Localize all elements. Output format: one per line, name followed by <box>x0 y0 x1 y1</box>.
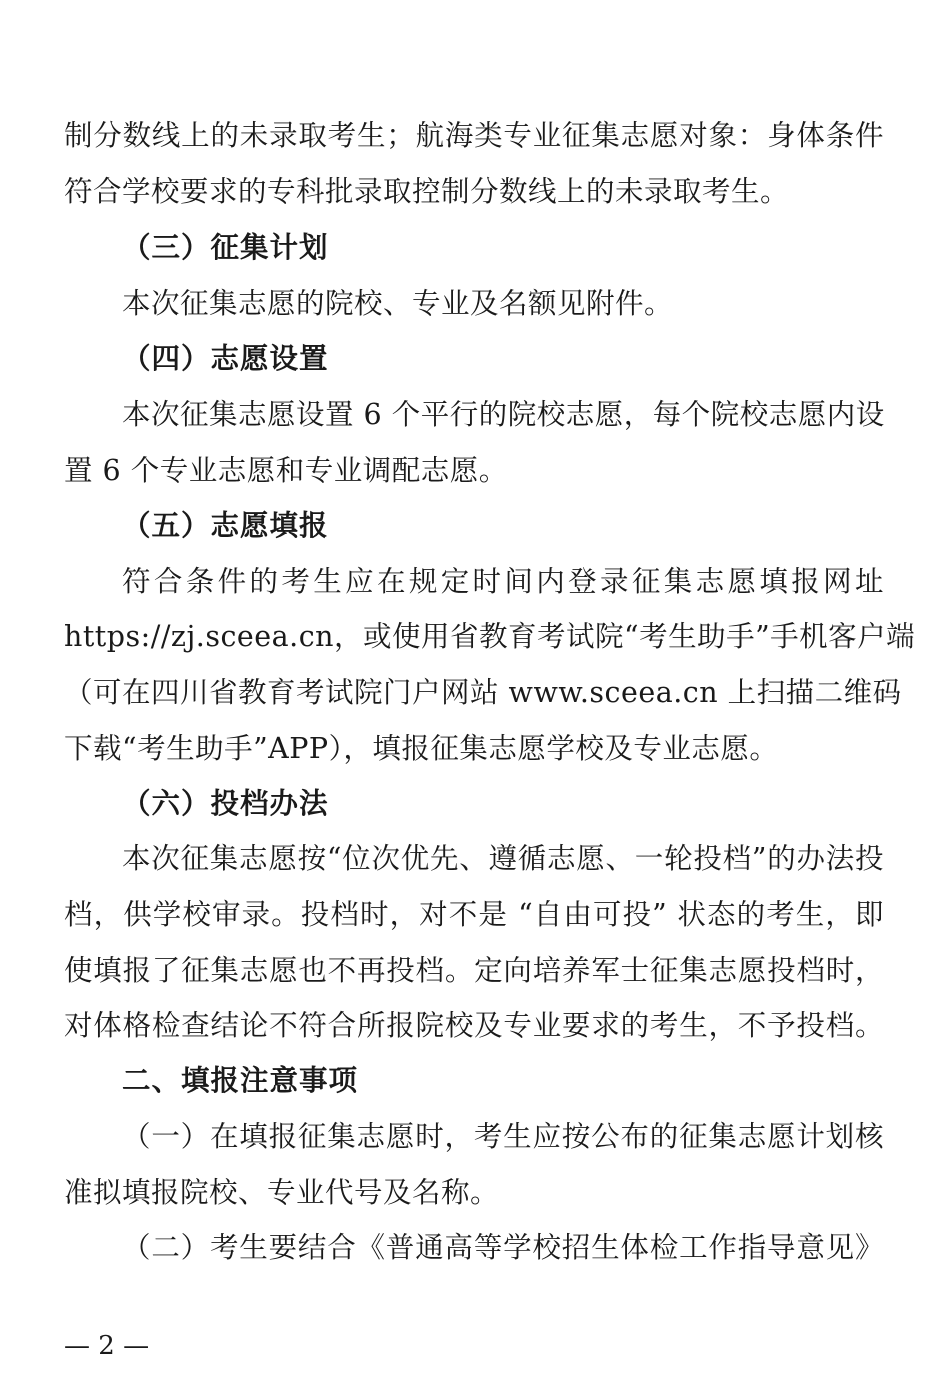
paragraph-line: 置 6 个专业志愿和专业调配志愿。 <box>64 454 508 487</box>
paragraph-line: 符合条件的考生应在规定时间内登录征集志愿填报网址 <box>122 565 884 598</box>
paragraph-line: 制分数线上的未录取考生；航海类专业征集志愿对象：身体条件 <box>64 119 884 152</box>
paragraph-line: （一）在填报征集志愿时，考生应按公布的征集志愿计划核 <box>122 1120 884 1153</box>
paragraph-line: 使填报了征集志愿也不再投档。定向培养军士征集志愿投档时， <box>64 954 884 987</box>
paragraph-line: 档，供学校审录。投档时，对不是 “自由可投” 状态的考生，即 <box>64 898 884 931</box>
section-heading-plan: （三）征集计划 <box>122 231 329 264</box>
paragraph-line: 下载“考生助手”APP），填报征集志愿学校及专业志愿。 <box>64 732 779 765</box>
paragraph-line: 符合学校要求的专科批录取控制分数线上的未录取考生。 <box>64 175 790 208</box>
paragraph-line: 准拟填报院校、专业代号及名称。 <box>64 1176 500 1209</box>
page-number: — 2 — <box>64 1331 150 1361</box>
paragraph-line: 本次征集志愿按“位次优先、遵循志愿、一轮投档”的办法投 <box>122 842 884 875</box>
paragraph-line: 对体格检查结论不符合所报院校及专业要求的考生，不予投档。 <box>64 1009 884 1042</box>
paragraph-line: 本次征集志愿的院校、专业及名额见附件。 <box>122 287 674 320</box>
paragraph-line-url: https://zj.sceea.cn，或使用省教育考试院“考生助手”手机客户端 <box>64 620 916 653</box>
paragraph-line: 本次征集志愿设置 6 个平行的院校志愿，每个院校志愿内设 <box>122 398 885 431</box>
section-heading-method: （六）投档办法 <box>122 787 329 820</box>
paragraph-line: （二）考生要结合《普通高等学校招生体检工作指导意见》 <box>122 1231 884 1264</box>
section-heading-settings: （四）志愿设置 <box>122 342 329 375</box>
section-heading-notes: 二、填报注意事项 <box>122 1064 359 1097</box>
section-heading-filling: （五）志愿填报 <box>122 509 329 542</box>
paragraph-line-website: （可在四川省教育考试院门户网站 www.sceea.cn 上扫描二维码 <box>64 676 902 709</box>
